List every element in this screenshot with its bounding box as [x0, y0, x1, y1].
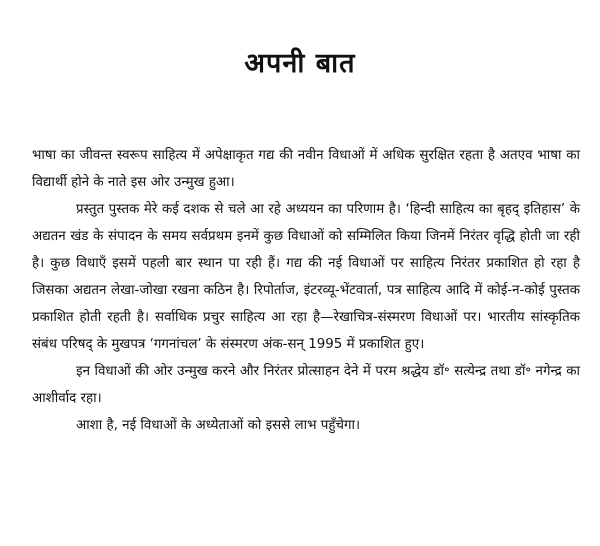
page-title: अपनी बात — [244, 48, 356, 79]
paragraph-1: भाषा का जीवन्त स्वरूप साहित्य में अपेक्षाकृत गद्य की नवीन विधाओं में अधिक सुरक्षित रहता है अतएव भाषा का विद्यार्थी होने के नाते इस ओर उन्मुख हुआ। — [32, 148, 580, 190]
paragraph-3: इन विधाओं की ओर उन्मुख करने और निरंतर प्रोत्साहन देने में परम श्रद्धेय डॉ॰ सत्येन्द्र तथा डॉ॰ नगेन्द्र का आशीर्वाद रहा। — [32, 364, 580, 406]
paragraph-2: प्रस्तुत पुस्तक मेरे कई दशक से चले आ रहे अध्ययन का परिणाम है। ‘हिन्दी साहित्य का बृहद् इतिहास’ के अद्यतन खंड के संपादन के समय सर्वप्रथम इनमें कुछ विधाओं को सम्मिलित किया जिनमें निरंतर वृद्धि होती जा रही है। कुछ विधाएँ इसमें पहली बार स्थान पा रही हैं। गद्य की नई विधाओं पर साहित्य निरंतर प्रकाशित हो रहा है जिसका अद्यतन लेखा-जोखा रखना कठिन है। रिपोर्ताज, इंटरव्यू-भेंटवार्ता, पत्र साहित्य आदि में कोई-न-कोई पुस्तक प्रकाशित होती रहती है। सर्वाधिक प्रचुर साहित्य आ रहा है—रेखाचित्र-संस्मरण विधाओं पर। भारतीय सांस्कृतिक संबंध परिषद् के मुखपत्र ‘गगनांचल’ के संस्मरण अंक-सन् 1995 में प्रकाशित हुए। — [32, 202, 580, 352]
body-text — [32, 142, 580, 439]
paragraph-4: आशा है, नई विधाओं के अध्येताओं को इससे लाभ पहुँचेगा। — [76, 418, 361, 433]
